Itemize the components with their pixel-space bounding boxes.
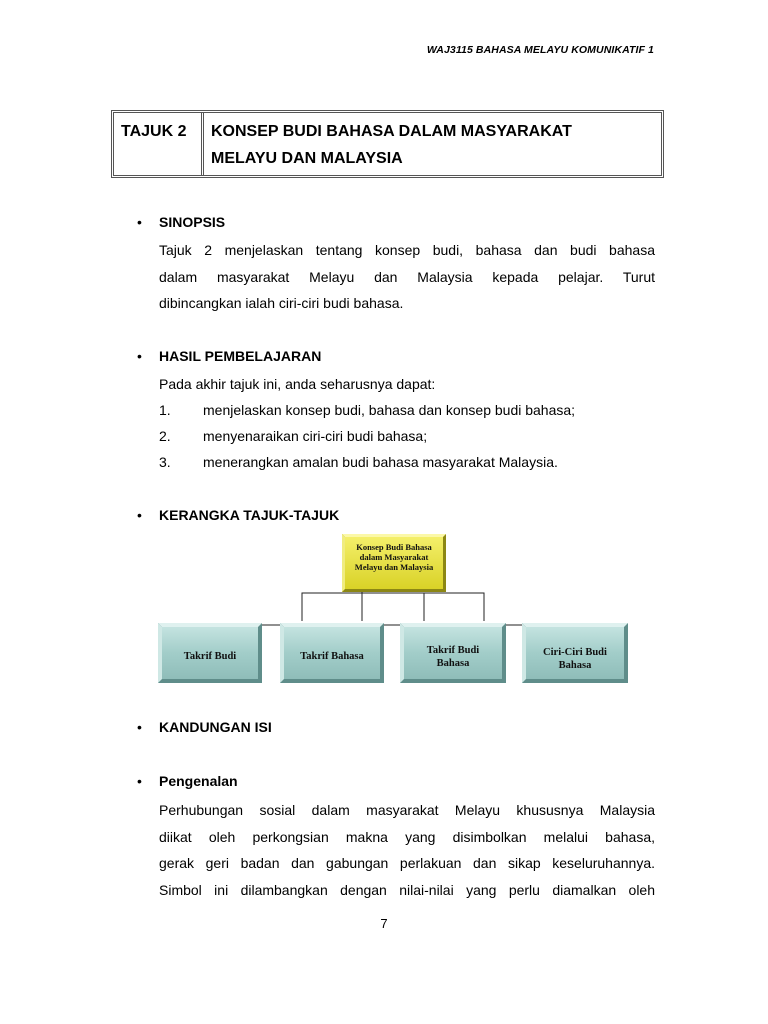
pengenalan-line: Simbol ini dilambangkan dengan nilai-nilai yang perlu diamalkan oleh [159, 881, 655, 898]
kandungan-heading: KANDUNGAN ISI [159, 719, 272, 735]
pengenalan-heading: Pengenalan [159, 773, 238, 789]
sinopsis-line: Tajuk 2 menjelaskan tentang konsep budi, bahasa dan budi bahasa [159, 242, 655, 258]
root-box-label: Konsep Budi Bahasa dalam Masyarakat Melayu dan Malaysia [354, 542, 434, 572]
list-item-text: menerangkan amalan budi bahasa masyarakat Malaysia. [203, 454, 558, 470]
child-box-label: Takrif Budi Bahasa [426, 645, 480, 669]
page-number: 7 [380, 916, 388, 931]
topic-title-box [111, 110, 664, 178]
list-item-text: menyenaraikan ciri-ciri budi bahasa; [203, 428, 428, 444]
sinopsis-line: dalam masyarakat Melayu dan Malaysia kepada pelajar. Turut [159, 268, 655, 285]
bullet-icon: • [137, 719, 142, 735]
pengenalan-line: gerak geri badan dan gabungan perlakuan dan sikap keseluruhannya. [159, 855, 655, 871]
list-item-text: menjelaskan konsep budi, bahasa dan konsep budi bahasa; [203, 402, 576, 418]
list-item-number: 3. [159, 454, 171, 470]
bullet-icon: • [137, 214, 142, 230]
pengenalan-line: diikat oleh perkongsian makna yang disimbolkan melalui bahasa, [159, 828, 655, 845]
sinopsis-paragraph [159, 237, 655, 317]
child-box-label: Takrif Budi [183, 651, 237, 662]
pengenalan-line: Perhubungan sosial dalam masyarakat Melayu khususnya Malaysia [159, 802, 655, 818]
pengenalan-paragraph [159, 797, 655, 903]
child-box-label: Ciri-Ciri Budi Bahasa [543, 647, 607, 671]
bullet-icon: • [137, 348, 142, 364]
topic-title-line-1: KONSEP BUDI BAHASA DALAM MASYARAKAT [211, 123, 572, 140]
bullet-icon: • [137, 773, 142, 789]
topic-framework-diagram [156, 534, 630, 686]
list-item [159, 428, 659, 454]
topic-title [204, 113, 661, 175]
hasil-list [159, 402, 659, 480]
running-header: WAJ3115 BAHASA MELAYU KOMUNIKATIF 1 [426, 44, 654, 56]
bullet-icon: • [137, 507, 142, 523]
list-item [159, 454, 659, 480]
sinopsis-heading: SINOPSIS [159, 214, 226, 230]
list-item [159, 402, 659, 428]
list-item-number: 2. [159, 428, 171, 444]
hasil-heading: HASIL PEMBELAJARAN [159, 348, 322, 364]
connector-lines [262, 592, 522, 625]
child-box-label: Takrif Bahasa [300, 651, 364, 662]
kerangka-heading: KERANGKA TAJUK-TAJUK [159, 507, 340, 523]
topic-number: TAJUK 2 [114, 113, 204, 175]
hasil-intro: Pada akhir tajuk ini, anda seharusnya dapat: [159, 376, 436, 392]
topic-title-line-2: MELAYU DAN MALAYSIA [211, 150, 403, 167]
list-item-number: 1. [159, 402, 171, 418]
sinopsis-line: dibincangkan ialah ciri-ciri budi bahasa. [159, 295, 404, 311]
